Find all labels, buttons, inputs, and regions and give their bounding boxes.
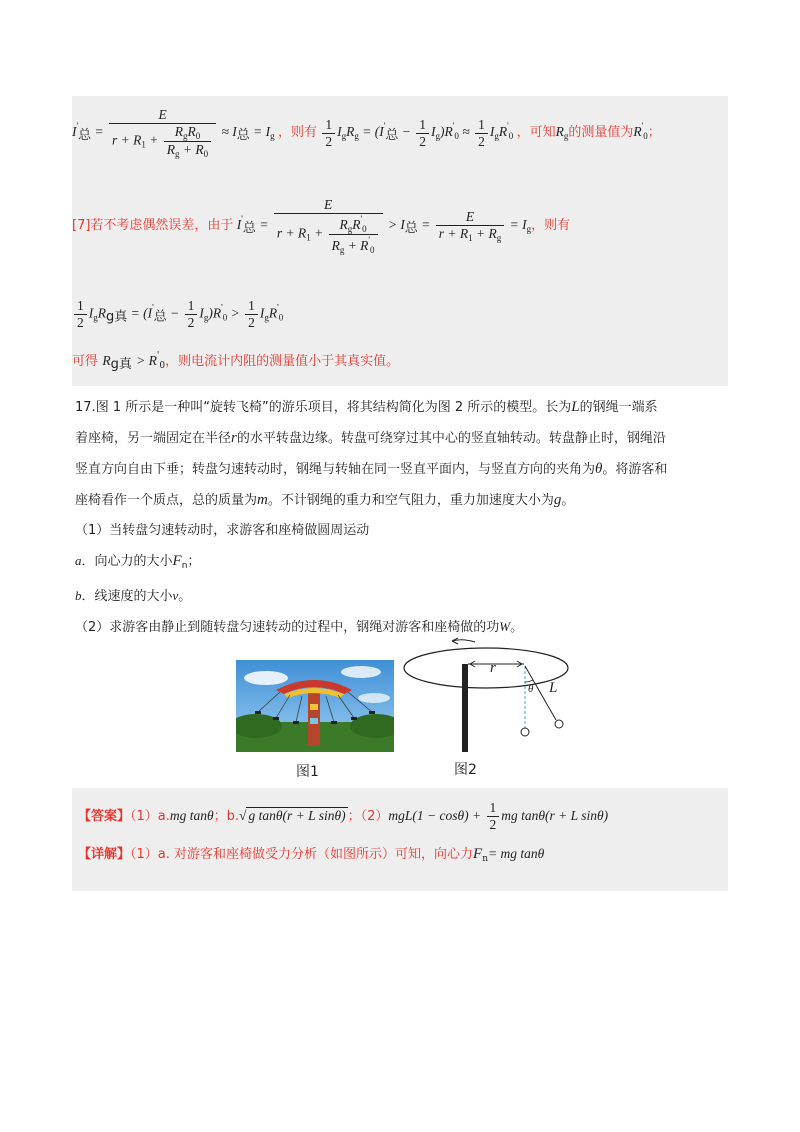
problem-17-text	[75, 392, 730, 643]
figure-2-label-r: r	[490, 660, 496, 676]
problem-line-3: 竖直方向自由下垂；转盘匀速转动时，钢绳与转轴在同一竖直平面内，与竖直方向的夹角为θ。将游客和	[75, 461, 668, 477]
problem-line-2: 着座椅，另一端固定在半径r的水平转盘边缘。转盘可绕穿过其中心的竖直轴转动。转盘静止时，钢绳沿	[75, 430, 666, 446]
figure-1-photo	[236, 660, 394, 752]
detail-label: 【详解】	[78, 847, 131, 862]
question-1: （1）当转盘匀速转动时，求游客和座椅做圆周运动	[75, 523, 370, 538]
conclusion-line: 可得 Rg真 > $R'_0$，则电流计内阻的测量值小于其真实值。	[72, 351, 400, 372]
equation-line-3: $\frac{1}{2}$ $I_gRg$真 = (I'总 − $\frac{1}{2}$ $I_g)R'_0$ > $\frac{1}{2}$ $I_gR'_0$	[72, 298, 283, 331]
fraction-current: E $r + R_1$ + $\frac{R_gR_0}{R_g + R_0}$	[109, 107, 216, 159]
figure-1-caption: 图1	[296, 764, 319, 780]
answer-label: 【答案】	[78, 809, 131, 824]
question-1b: b．线速度的大小v。	[75, 588, 192, 604]
answer-line: 【答案】（1）a.mg tanθ；b.√ g tanθ(r + L sinθ) ；（2）mgL(1 − cosθ) + $\frac{1}{2}$ mg tanθ(r + L sinθ)	[78, 800, 609, 832]
problem-line-4: 座椅看作一个质点，总的质量为m。不计钢绳的重力和空气阻力，重力加速度大小为g。	[75, 492, 575, 508]
question-1a: a．向心力的大小$F_n$；	[75, 553, 201, 571]
figure-2-caption: 图2	[454, 762, 477, 778]
equation-line-2: [7]若不考虑偶然误差，由于 I'总 = E $r + R_1$ + $\frac{R_gR'_0}{R_g + R'_0}$ > I总 = $\frac{E}{r + R_1 + R_g}$ = $I_g$，则有	[72, 197, 571, 255]
figure-2-label-theta: θ	[528, 683, 534, 695]
question-2: （2）求游客由静止到随转盘匀速转动的过程中，钢绳对游客和座椅做的功W。	[75, 619, 524, 635]
problem-line-1: 17.图 1 所示是一种叫“旋转飞椅”的游乐项目，将其结构简化为图 2 所示的模型。长为L的钢绳一端系	[75, 399, 658, 415]
detail-line: 【详解】（1）a. 对游客和座椅做受力分析（如图所示）可知，向心力$F_n=$ mg tanθ	[78, 846, 545, 864]
step-7-label: [7]若不考虑偶然误差，由于	[72, 218, 234, 234]
figure-2-label-L: L	[549, 680, 558, 696]
equation-line-1: I'总 = E $r + R_1$ + $\frac{R_gR_0}{R_g + R_0}$ ≈ I总 = $I_g$ ，则有 $\frac{1}{2}$ $I_gR_g = (I'$总 − $\frac{1}{2}$ $I_g)R'_0$ ≈ $\frac{1}{2}$ $I_gR'_0$ ，可知$R_g$的测量值为$R'_0$；	[72, 107, 661, 159]
